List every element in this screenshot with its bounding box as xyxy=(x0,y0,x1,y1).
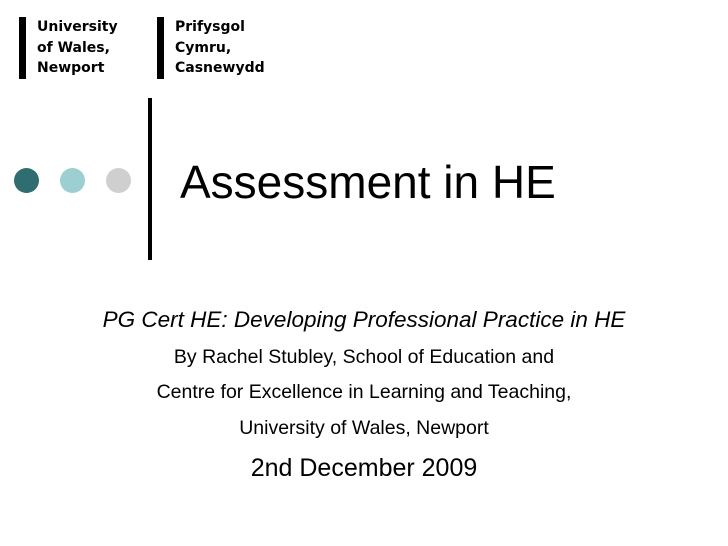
logo-text-welsh xyxy=(175,17,265,79)
logo-en-line2: of Wales, xyxy=(37,39,110,56)
decorative-dot-grey xyxy=(106,168,131,193)
decorative-dot-dark xyxy=(14,168,39,193)
logo-bar xyxy=(19,17,26,79)
logo-text-english xyxy=(37,17,118,79)
logo-cy-line1: Prifysgol xyxy=(175,19,245,35)
slide-subtitle: PG Cert HE: Developing Professional Practice in HE xyxy=(102,307,626,332)
centre-line: Centre for Excellence in Learning and Teaching, xyxy=(156,381,572,403)
logo-en-line1: University xyxy=(37,19,118,35)
presentation-date: 2nd December 2009 xyxy=(250,454,478,482)
logo-cy-line2: Cymru, xyxy=(175,39,232,56)
logo-en-line3: Newport xyxy=(37,60,105,76)
author-line: By Rachel Stubley, School of Education and xyxy=(173,346,555,368)
decorative-dot-light xyxy=(60,168,85,193)
vertical-divider xyxy=(148,98,152,260)
slide-title: Assessment in HE xyxy=(180,156,556,208)
university-line: University of Wales, Newport xyxy=(239,417,489,439)
logo-cy-line3: Casnewydd xyxy=(175,60,265,76)
logo-bar xyxy=(157,17,164,79)
